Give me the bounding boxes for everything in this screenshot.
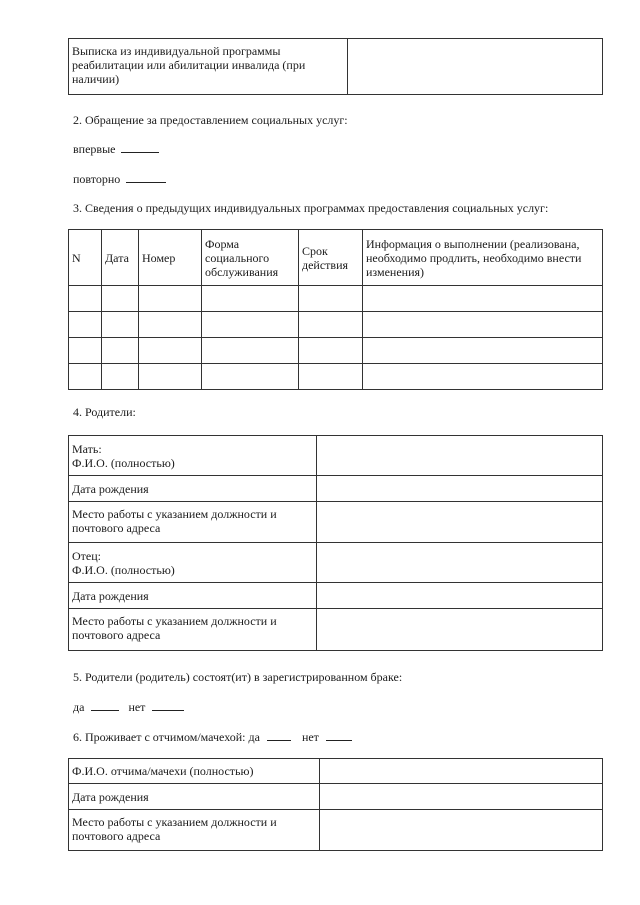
table-row — [69, 312, 603, 338]
table-row — [69, 286, 603, 312]
stepparent-no-label: нет — [301, 730, 319, 744]
extract-label: Выписка из индивидуальной программы реабилитации или абилитации инвалида (при наличии) — [69, 39, 348, 95]
stepparent-yes-blank[interactable] — [267, 729, 291, 741]
programs-header-row — [69, 230, 603, 286]
col-info: Информация о выполнении (реализована, необходимо продлить, необходимо внести изменения) — [363, 230, 603, 286]
stepparent-fio-row — [69, 759, 603, 784]
mother-birth-row — [69, 476, 603, 502]
col-date: Дата — [102, 230, 139, 286]
father-work-label: Место работы с указанием должности и почтового адреса — [69, 609, 317, 651]
extract-value[interactable] — [348, 39, 603, 95]
father-birth-value[interactable] — [317, 583, 603, 609]
mother-work-label: Место работы с указанием должности и почтового адреса — [69, 502, 317, 543]
section6-title: 6. Проживает с отчимом/мачехой: да — [73, 730, 260, 744]
stepparent-birth-label: Дата рождения — [69, 784, 320, 810]
father-birth-row — [69, 583, 603, 609]
parents-table — [68, 435, 603, 651]
stepparent-birth-value[interactable] — [320, 784, 603, 810]
repeat-row — [73, 171, 166, 187]
stepparent-work-value[interactable] — [320, 810, 603, 851]
mother-fio-row — [69, 436, 603, 476]
table-row — [69, 364, 603, 390]
marriage-row — [73, 699, 184, 715]
father-fio-value[interactable] — [317, 543, 603, 583]
section3-title: 3. Сведения о предыдущих индивидуальных программах предоставления социальных услуг: — [73, 201, 549, 215]
father-birth-label: Дата рождения — [69, 583, 317, 609]
marriage-yes-blank[interactable] — [91, 699, 119, 711]
section6-row — [73, 729, 352, 745]
mother-work-value[interactable] — [317, 502, 603, 543]
marriage-no-label: нет — [128, 700, 146, 714]
father-fio-row — [69, 543, 603, 583]
first-time-label: впервые — [73, 142, 116, 156]
col-number: Номер — [139, 230, 202, 286]
extract-table — [68, 38, 603, 95]
col-term: Срок действия — [299, 230, 363, 286]
repeat-label: повторно — [73, 172, 121, 186]
mother-work-row — [69, 502, 603, 543]
mother-fio-value[interactable] — [317, 436, 603, 476]
mother-fio-label: Ф.И.О. (полностью) — [72, 456, 175, 470]
marriage-no-blank[interactable] — [152, 699, 184, 711]
first-time-row — [73, 141, 159, 157]
mother-label: Мать: — [72, 442, 102, 456]
stepparent-table — [68, 758, 603, 851]
col-n: N — [69, 230, 102, 286]
mother-birth-value[interactable] — [317, 476, 603, 502]
programs-table — [68, 229, 603, 390]
stepparent-work-row — [69, 810, 603, 851]
section2-title: 2. Обращение за предоставлением социальных услуг: — [73, 113, 348, 127]
stepparent-work-label: Место работы с указанием должности и почтового адреса — [69, 810, 320, 851]
stepparent-fio-value[interactable] — [320, 759, 603, 784]
stepparent-fio-label: Ф.И.О. отчима/мачехи (полностью) — [69, 759, 320, 784]
father-fio-label: Ф.И.О. (полностью) — [72, 563, 175, 577]
section5-title: 5. Родители (родитель) состоят(ит) в зарегистрированном браке: — [73, 670, 403, 684]
table-row — [69, 338, 603, 364]
repeat-blank[interactable] — [126, 171, 166, 183]
first-time-blank[interactable] — [121, 141, 159, 153]
col-form: Форма социального обслуживания — [202, 230, 299, 286]
marriage-yes-label: да — [73, 700, 85, 714]
section4-title: 4. Родители: — [73, 405, 136, 419]
stepparent-no-blank[interactable] — [326, 729, 352, 741]
father-work-value[interactable] — [317, 609, 603, 651]
father-work-row — [69, 609, 603, 651]
father-label: Отец: — [72, 549, 101, 563]
stepparent-birth-row — [69, 784, 603, 810]
mother-birth-label: Дата рождения — [69, 476, 317, 502]
